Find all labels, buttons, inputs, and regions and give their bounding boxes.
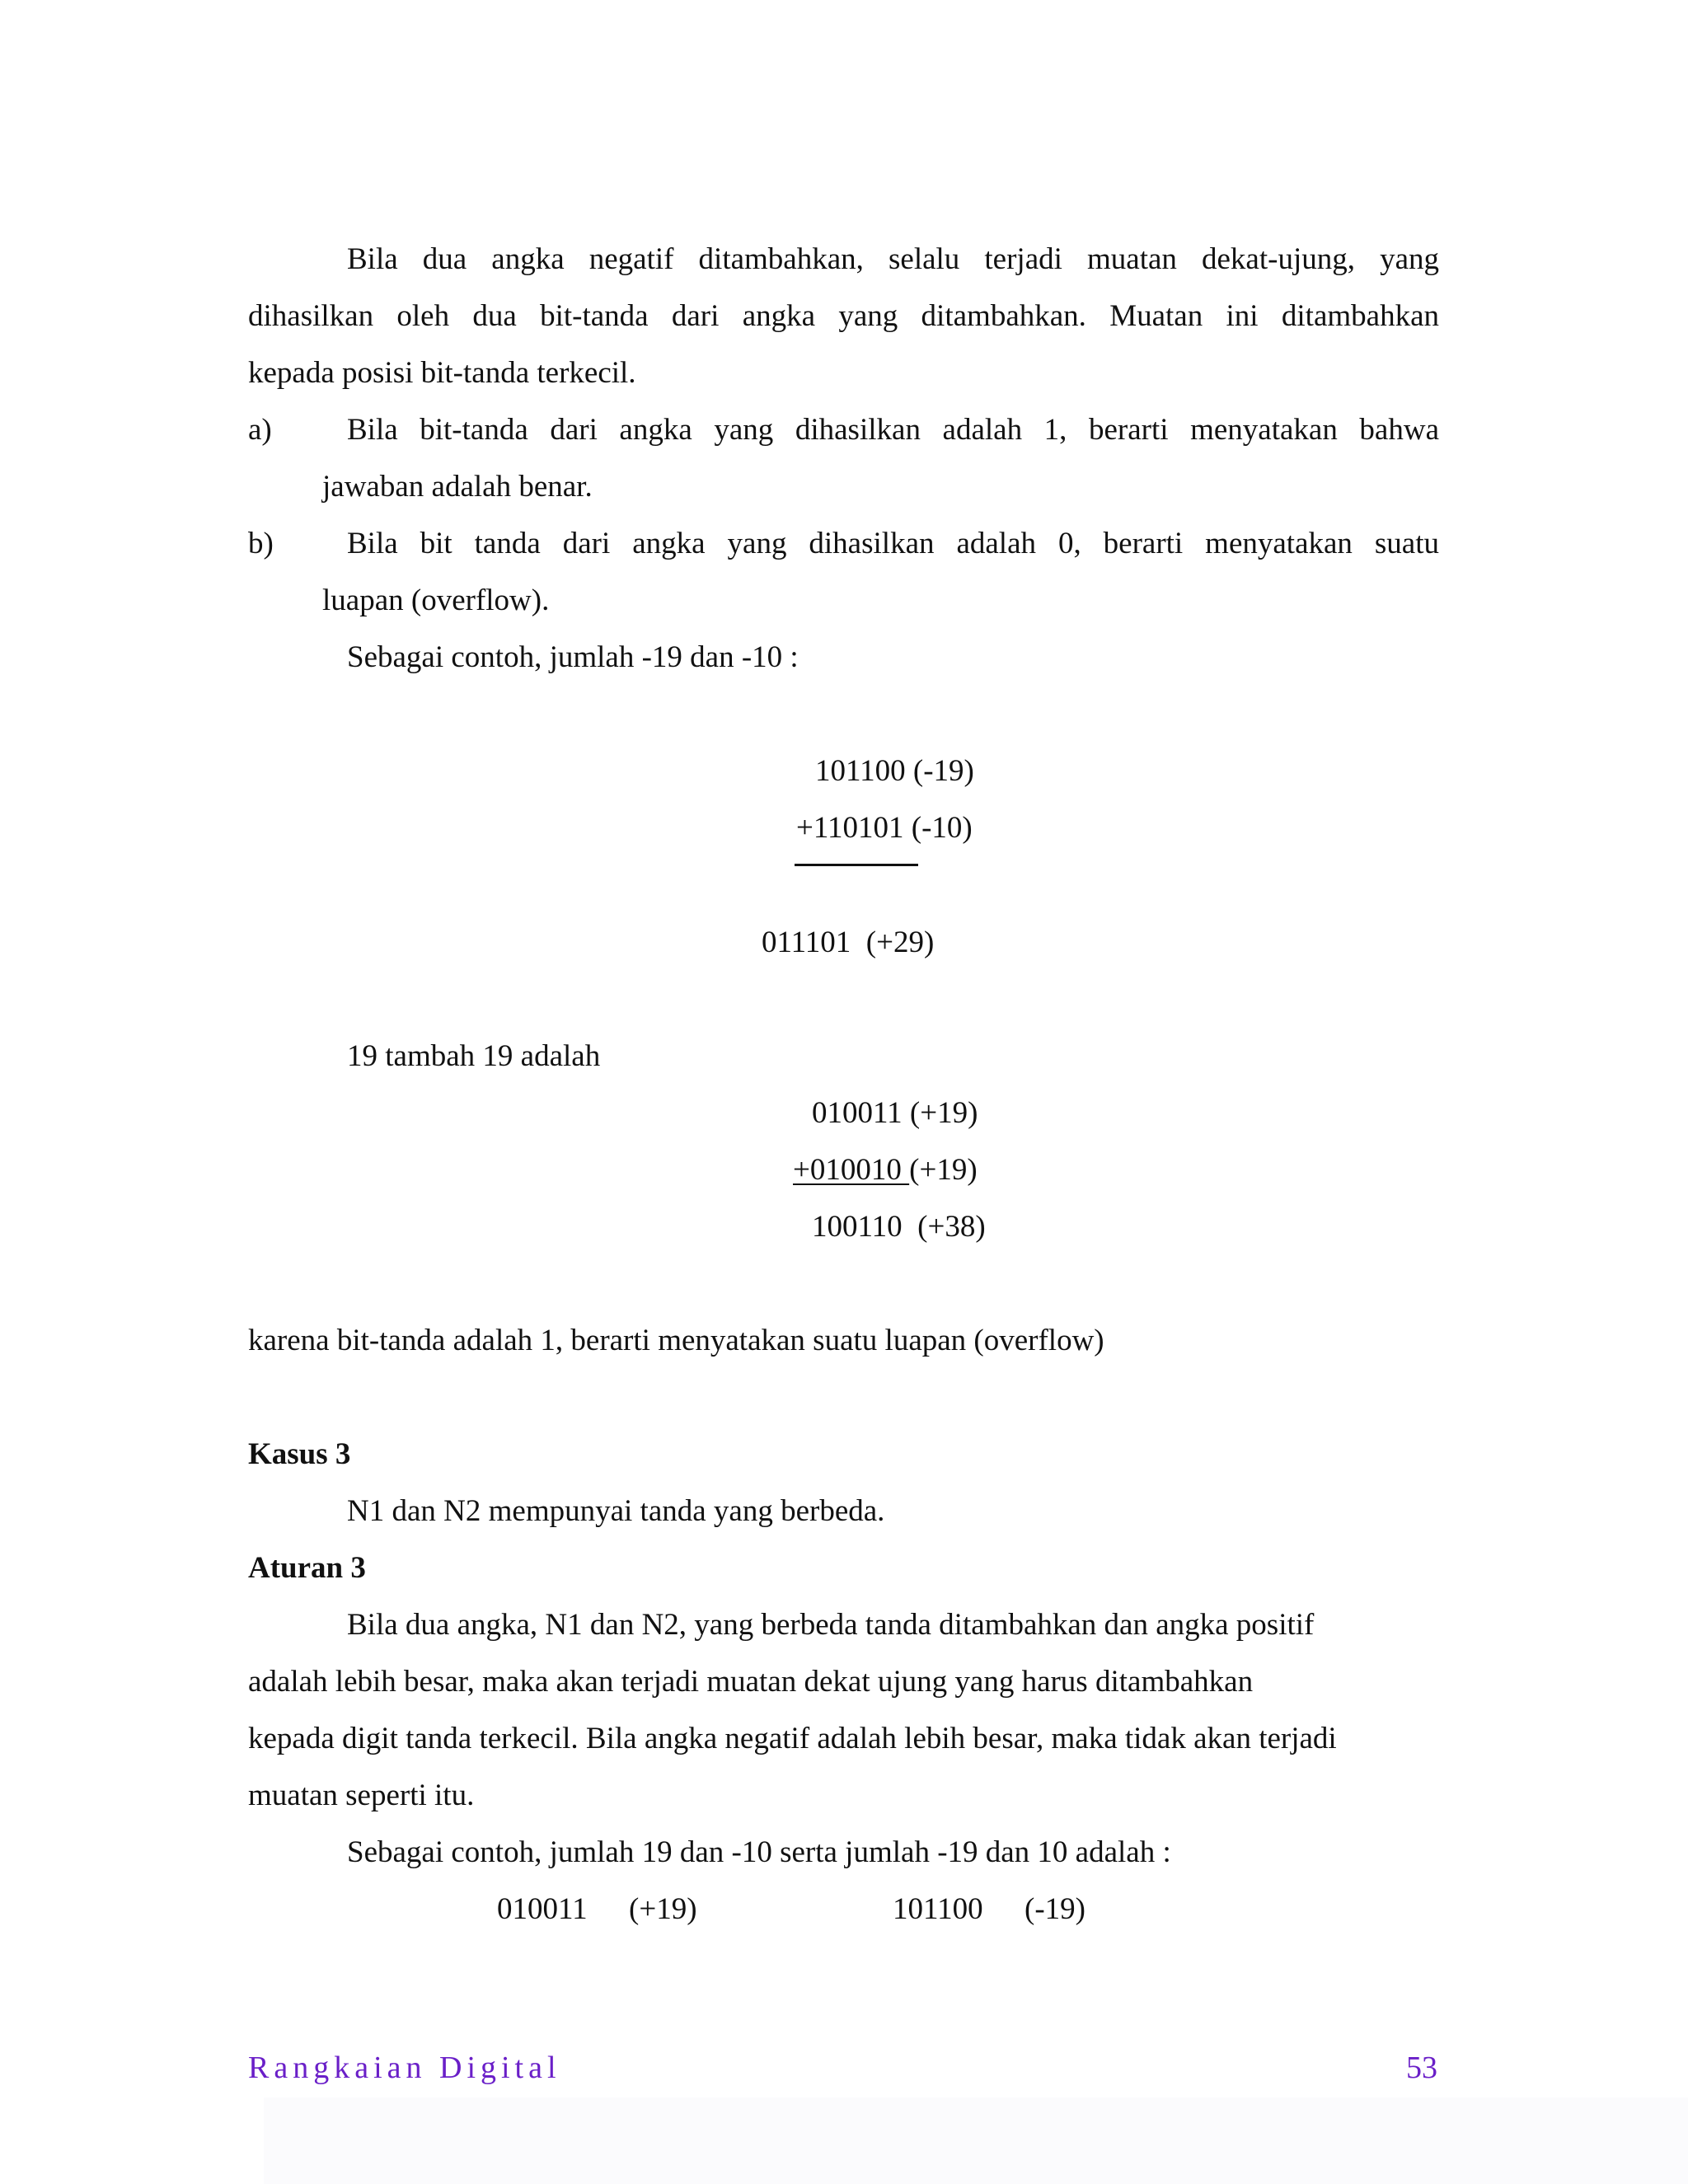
example2-operand2-value: (+19) — [909, 1153, 978, 1187]
example2-operand2-underlined: +010010 — [793, 1153, 910, 1187]
paragraph1-line2: dihasilkan oleh dua bit-tanda dari angka yang ditambahkan. Muatan ini ditambahkan — [248, 299, 1439, 333]
case3-heading: Kasus 3 — [248, 1437, 351, 1471]
example2-operand2 — [793, 1155, 978, 1185]
list-item-a-line1: Bila bit-tanda dari angka yang dihasilkan adalah 1, berarti menyatakan bahwa — [347, 413, 1439, 447]
list-item-a-line2: jawaban adalah benar. — [322, 470, 593, 504]
overflow-note: karena bit-tanda adalah 1, berarti menyatakan suatu luapan (overflow) — [248, 1324, 1104, 1357]
example3-left-binary: 010011 — [497, 1892, 588, 1926]
list-marker-a: a) — [248, 413, 272, 447]
footer-page-number: 53 — [1406, 2050, 1437, 2085]
rule3-line1: Bila dua angka, N1 dan N2, yang berbeda tanda ditambahkan dan angka positif — [347, 1608, 1315, 1642]
list-marker-b: b) — [248, 527, 274, 560]
example2-intro: 19 tambah 19 adalah — [347, 1039, 601, 1073]
example1-result: 011101 (+29) — [762, 926, 935, 959]
paragraph1-line1: Bila dua angka negatif ditambahkan, selalu terjadi muatan dekat-ujung, yang — [347, 242, 1439, 276]
example1-intro: Sebagai contoh, jumlah -19 dan -10 : — [347, 640, 799, 674]
footer-book-title: Rangkaian Digital — [248, 2050, 561, 2085]
example3-right-value: (-19) — [1025, 1892, 1085, 1926]
example3-right-binary: 101100 — [893, 1892, 983, 1926]
rule3-line2: adalah lebih besar, maka akan terjadi muatan dekat ujung yang harus ditambahkan — [248, 1665, 1254, 1699]
example3-intro: Sebagai contoh, jumlah 19 dan -10 serta jumlah -19 dan 10 adalah : — [347, 1835, 1171, 1869]
page-bottom-band — [264, 2097, 1688, 2184]
rule3-line3: kepada digit tanda terkecil. Bila angka negatif adalah lebih besar, maka tidak akan terjadi — [248, 1722, 1337, 1755]
rule3-line4: muatan seperti itu. — [248, 1779, 475, 1812]
rule3-heading: Aturan 3 — [248, 1551, 366, 1585]
sum-rule — [795, 864, 918, 866]
example3-left-value: (+19) — [629, 1892, 697, 1926]
example1-operand2: +110101 (-10) — [796, 811, 973, 845]
example2-operand1: 010011 (+19) — [812, 1096, 978, 1130]
case3-text: N1 dan N2 mempunyai tanda yang berbeda. — [347, 1494, 885, 1528]
list-item-b-line1: Bila bit tanda dari angka yang dihasilkan adalah 0, berarti menyatakan suatu — [347, 527, 1439, 560]
example1-operand1: 101100 (-19) — [815, 754, 974, 788]
example2-result: 100110 (+38) — [812, 1210, 986, 1244]
list-item-b-line2: luapan (overflow). — [322, 583, 550, 617]
paragraph1-line3: kepada posisi bit-tanda terkecil. — [248, 356, 636, 390]
